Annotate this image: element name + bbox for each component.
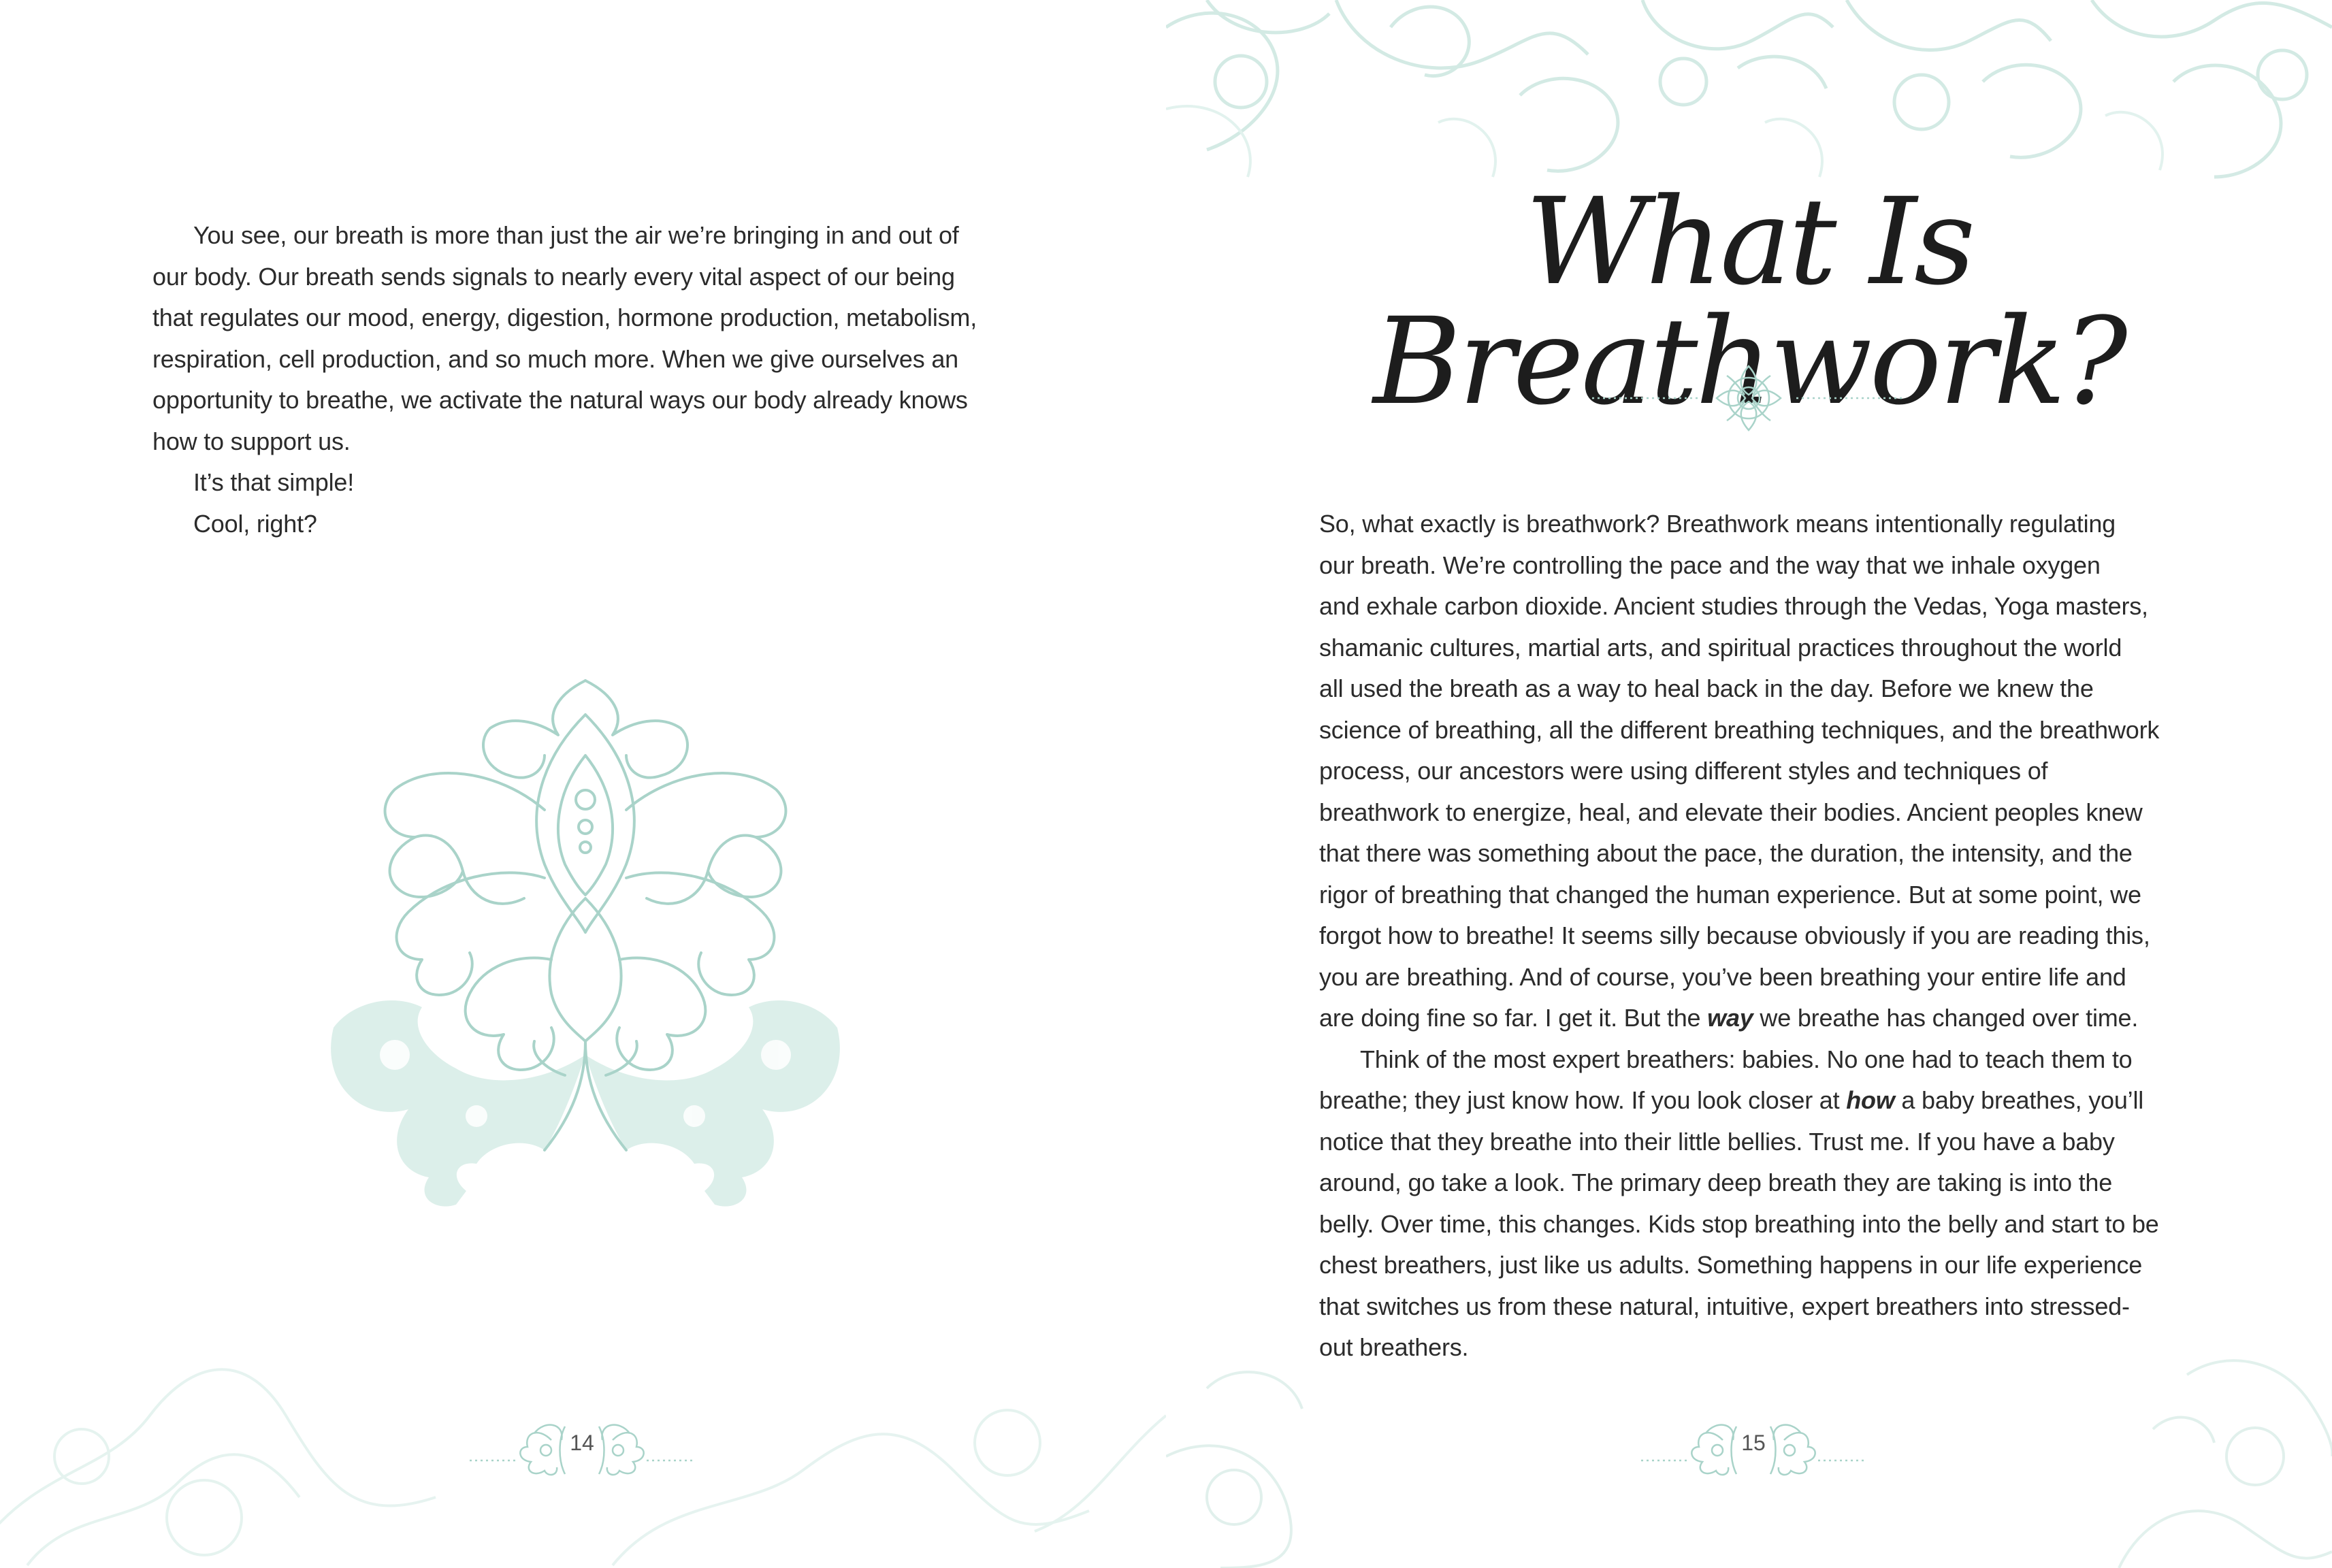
lotus-ornament-icon <box>320 674 851 1218</box>
paragraph-line: shamanic cultures, martial arts, and spiritual practices throughout the world <box>1319 633 2122 662</box>
paragraph-line: rigor of breathing that changed the human experience. But at some point, we <box>1319 880 2141 909</box>
text-segment: breathe; they just know how. If you look closer at <box>1319 1086 1847 1114</box>
paragraph-line: our body. Our breath sends signals to nearly every vital aspect of our being <box>152 262 955 291</box>
paragraph-line: You see, our breath is more than just the air we’re bringing in and out of <box>193 221 959 249</box>
paragraph-line: opportunity to breathe, we activate the natural ways our body already knows <box>152 386 968 414</box>
paragraph-line: our breath. We’re controlling the pace and the way that we inhale oxygen <box>1319 551 2101 579</box>
damask-background-bottom-left <box>0 1211 1166 1568</box>
emphasis-how: how <box>1846 1086 1895 1114</box>
paragraph-line: out breathers. <box>1319 1333 1469 1361</box>
text-segment: a baby breathes, you’ll <box>1894 1086 2144 1114</box>
right-page <box>1166 0 2332 1568</box>
paragraph-line: respiration, cell production, and so much more. When we give ourselves an <box>152 344 958 373</box>
left-body-text <box>152 215 1010 544</box>
line-thats-simple: It’s that simple! <box>193 468 355 496</box>
paragraph-line-with-emphasis <box>1319 998 2190 1039</box>
emphasis-way: way <box>1707 1004 1753 1032</box>
line-cool-right: Cool, right? <box>193 509 317 538</box>
text-segment: are doing fine so far. I get it. But the <box>1319 1004 1708 1032</box>
right-body-text <box>1319 504 2190 1369</box>
paragraph-line: around, go take a look. The primary deep breath they are taking is into the <box>1319 1169 2113 1196</box>
paragraph-line: So, what exactly is breathwork? Breathwork means intentionally regulating <box>1319 510 2116 538</box>
paragraph-line: that regulates our mood, energy, digestion, hormone production, metabolism, <box>152 304 977 331</box>
paragraph-line: chest breathers, just like us adults. Something happens in our life experience <box>1319 1251 2143 1279</box>
paragraph-line: breathwork to energize, heal, and elevate their bodies. Ancient peoples knew <box>1319 798 2143 826</box>
paragraph-line: process, our ancestors were using different styles and techniques of <box>1319 757 2048 785</box>
text-segment: we breathe has changed over time. <box>1753 1004 2139 1032</box>
paragraph-line: belly. Over time, this changes. Kids stop breathing into the belly and start to be <box>1319 1209 2159 1238</box>
paragraph-line: forgot how to breathe! It seems silly because obviously if you are reading this, <box>1319 921 2150 949</box>
paragraph-line: all used the breath as a way to heal back in the day. Before we knew the <box>1319 674 2094 702</box>
chapter-title: What Is Breathwork? <box>1373 172 2125 431</box>
page-number-right: 15 <box>1741 1431 1766 1455</box>
paragraph-line: and exhale carbon dioxide. Ancient studies through the Vedas, Yoga masters, <box>1319 592 2148 620</box>
paragraph-line-with-emphasis <box>1319 1080 2190 1122</box>
paragraph-line: you are breathing. And of course, you’ve been breathing your entire life and <box>1319 962 2126 991</box>
paragraph-line: notice that they breathe into their little bellies. Trust me. If you have a baby <box>1319 1127 2115 1156</box>
paragraph-line: how to support us. <box>152 427 351 455</box>
paragraph-line: that there was something about the pace, the duration, the intensity, and the <box>1319 839 2133 867</box>
paragraph-line: Think of the most expert breathers: babies. No one had to teach them to <box>1360 1045 2133 1073</box>
page-number-left: 14 <box>570 1431 594 1455</box>
paragraph-line: science of breathing, all the different breathing techniques, and the breathwork <box>1319 715 2160 744</box>
paragraph-line: that switches us from these natural, intuitive, expert breathers into stressed- <box>1319 1292 2130 1320</box>
